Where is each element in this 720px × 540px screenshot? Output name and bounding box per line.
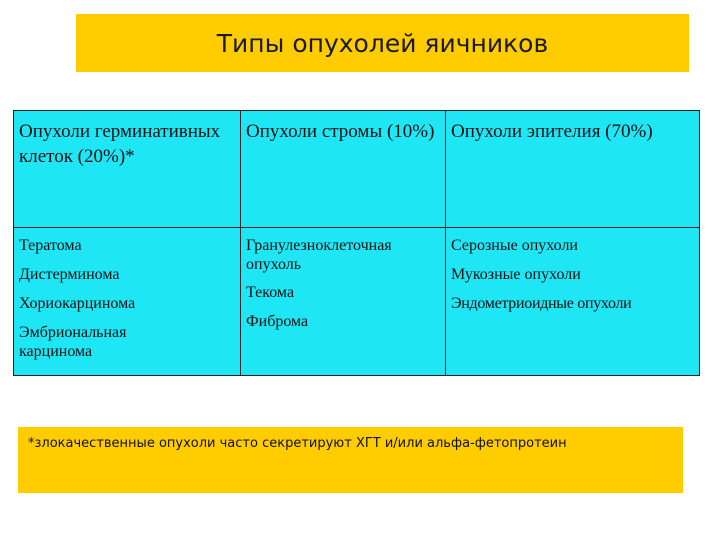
title-banner (76, 14, 689, 72)
header-stroma: Опухоли стромы (10%) (241, 111, 446, 228)
footnote-text: *злокачественные опухоли часто секретируют ХГТ и/или альфа-фетопротеин (28, 436, 567, 451)
table-header-row (14, 111, 700, 228)
page-title: Типы опухолей яичников (216, 28, 549, 58)
list-item: Хориокарцинома (19, 295, 136, 312)
list-item: Эмбриональная карцинома (19, 324, 127, 360)
list-item: Серозные опухоли (451, 237, 578, 254)
table-body-row (14, 228, 700, 376)
list-item: Тератома (19, 237, 82, 254)
footnote-box (18, 427, 683, 493)
germ-cell-list (14, 228, 241, 376)
header-germ-cell: Опухоли герминативных клеток (20%)* (14, 111, 241, 228)
tumor-types-table (13, 110, 700, 376)
list-item: Гранулезноклеточная опухоль (246, 237, 392, 273)
list-item: Эндометриоидные опухоли (451, 295, 632, 312)
list-item: Дистерминома (19, 266, 120, 283)
header-epithelium: Опухоли эпителия (70%) (446, 111, 700, 228)
list-item: Текома (246, 284, 295, 301)
stroma-list (241, 228, 446, 376)
list-item: Мукозные опухоли (451, 266, 581, 283)
list-item: Фиброма (246, 313, 309, 330)
epithelium-list (446, 228, 700, 376)
